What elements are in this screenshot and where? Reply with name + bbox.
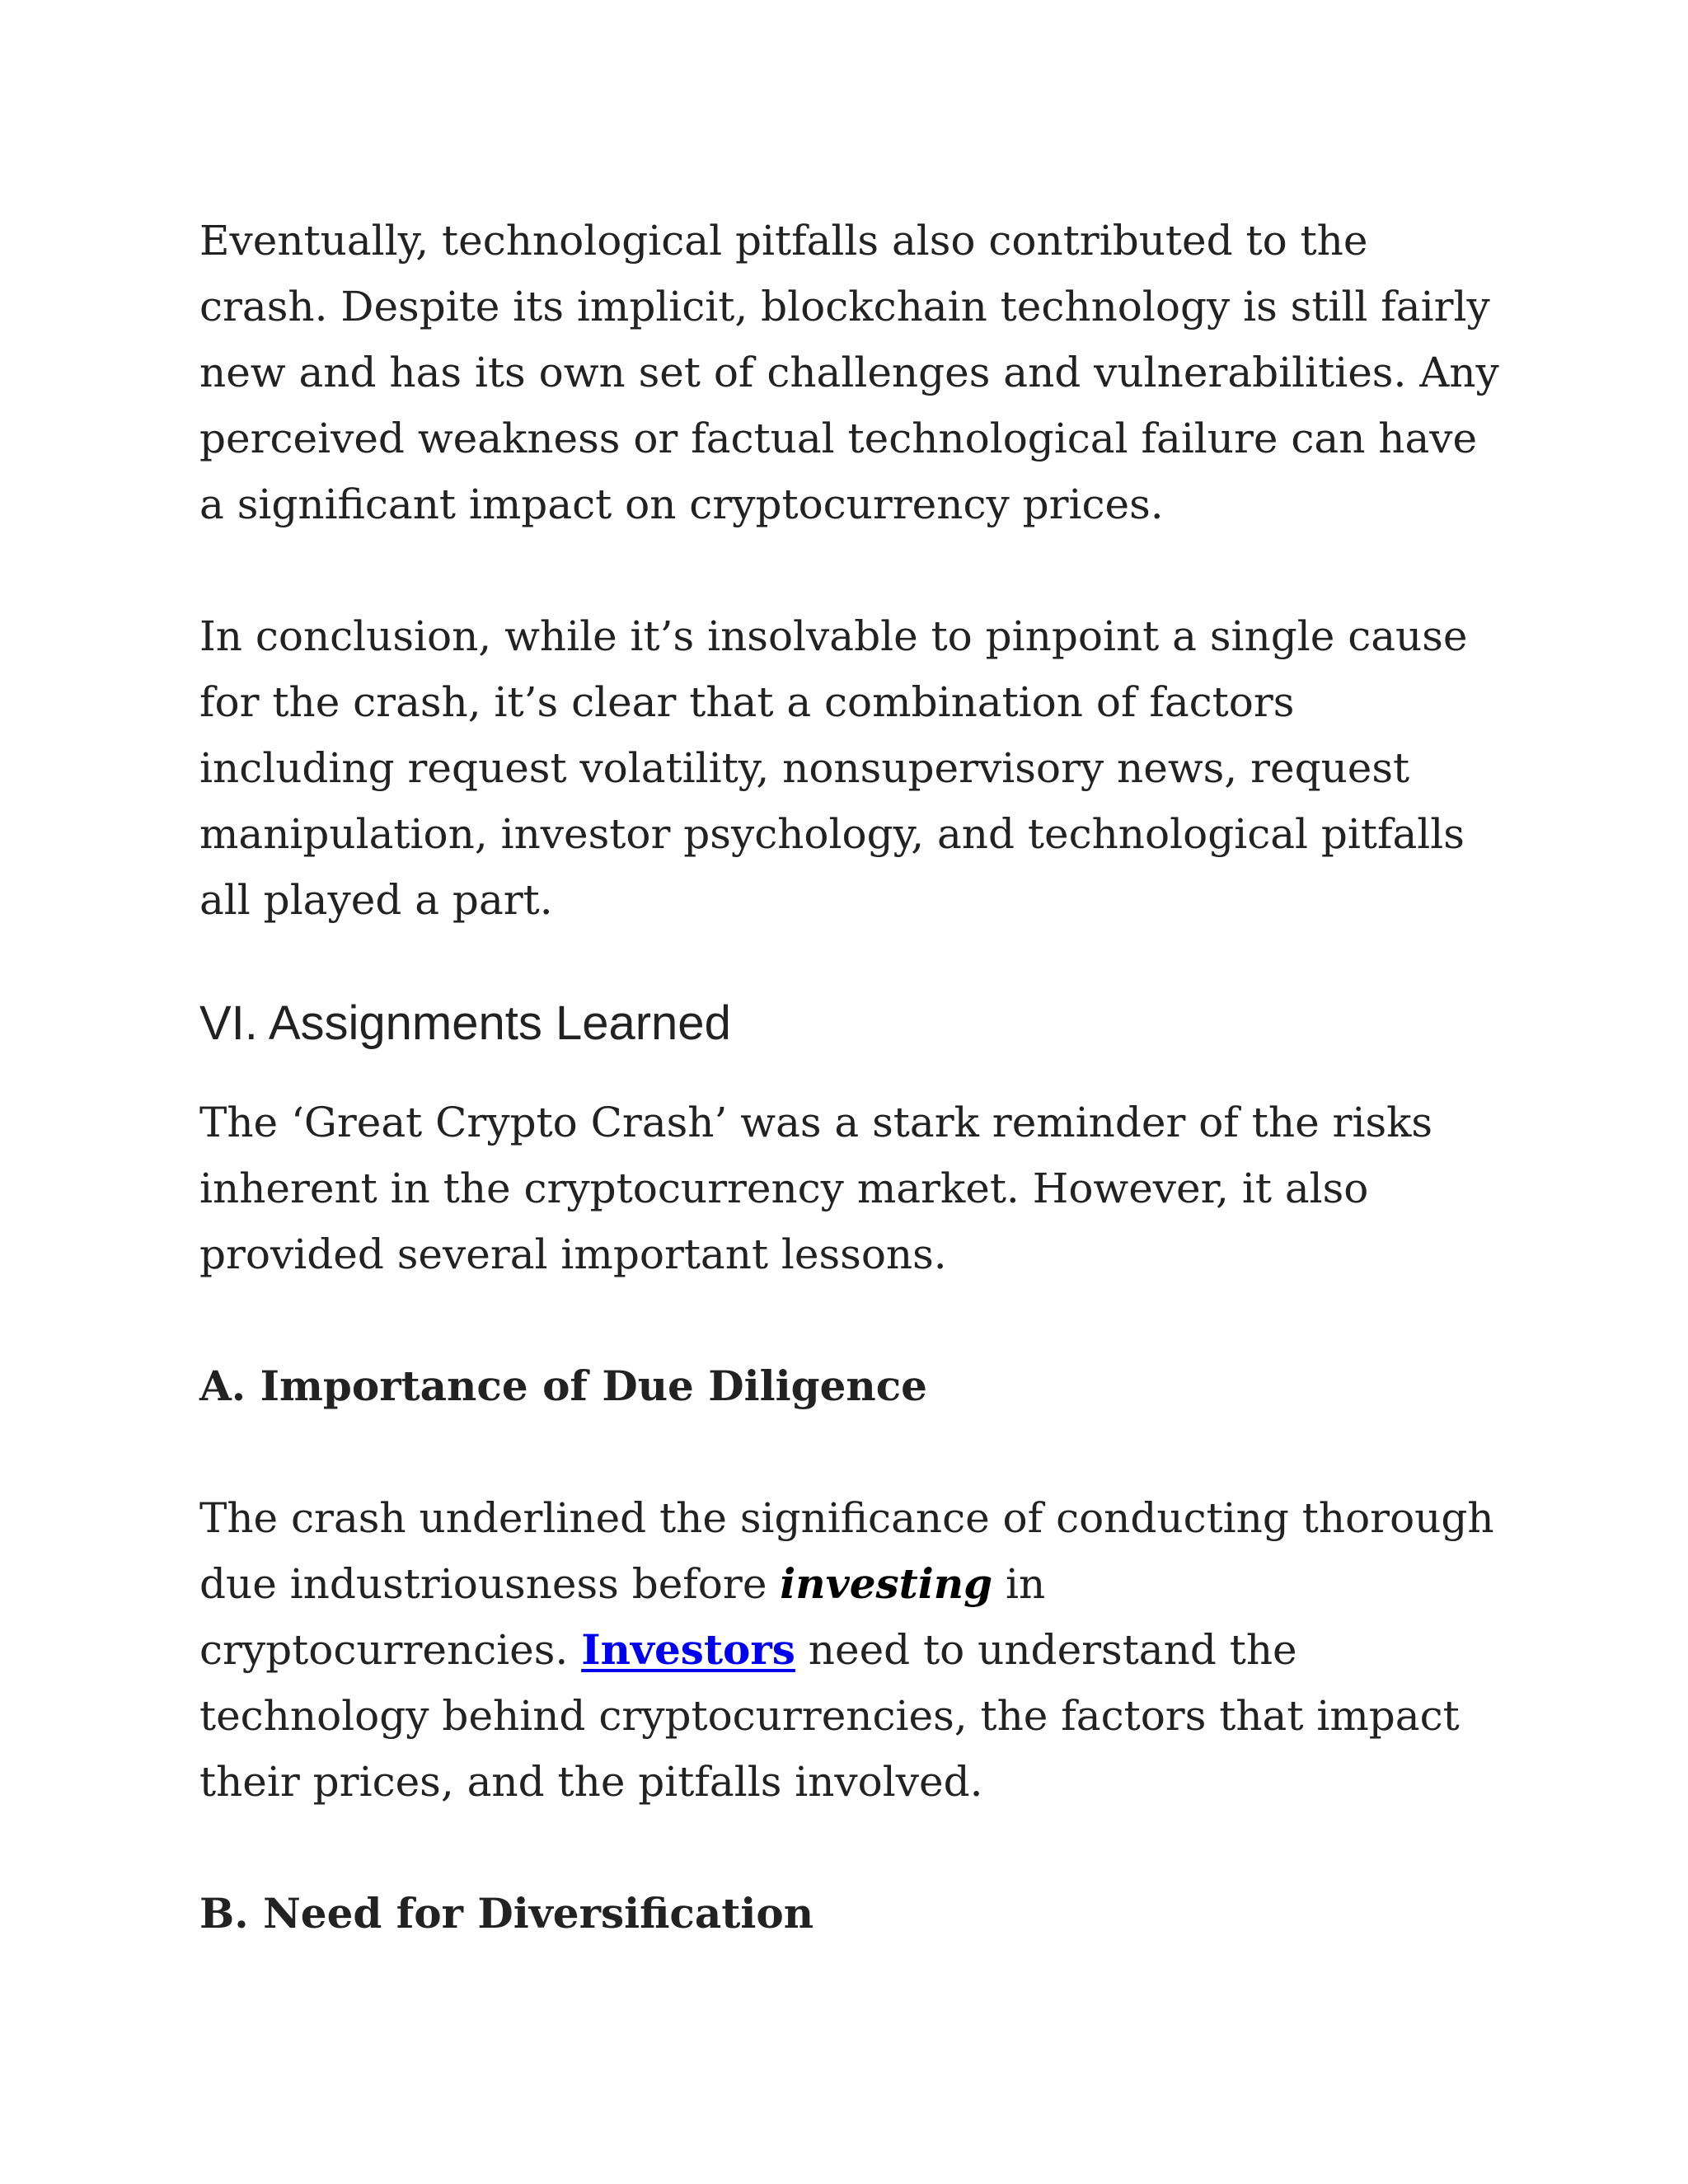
section-heading-lessons: VI. Assignments Learned [199, 996, 731, 1050]
subheading-due-diligence: A. Importance of Due Diligence [199, 1361, 927, 1410]
article-body [199, 208, 1502, 2013]
paragraph-section-intro: The ‘Great Crypto Crash’ was a stark reminder of the risks inherent in the cryptocurrency market. However, it also provided several important lessons. [199, 1099, 1433, 1278]
investors-link[interactable]: Investors [581, 1625, 795, 1674]
investing-emphasis: investing [780, 1559, 993, 1608]
due-diligence-text-middle: in [992, 1560, 1046, 1608]
paragraph-due-diligence [199, 1485, 1502, 1815]
due-diligence-text-after: need to understand the technology behind cryptocurrencies, the factors that impact their prices, and the pitfalls involved. [199, 1626, 1460, 1806]
subheading-diversification: B. Need for Diversification [199, 1889, 814, 1938]
due-diligence-line-start: cryptocurrencies. [199, 1626, 582, 1674]
due-diligence-text-before: The crash underlined the significance of conducting thorough due industriousness before [199, 1494, 1494, 1608]
paragraph-technological-pitfalls: Eventually, technological pitfalls also contributed to the crash. Despite its implicit, blockchain technology is still fairly new and has its own set of challenges and vulnerabilities. Any perceived weakness or factual technological failure can have a significant impact on cryptocurrency prices. [199, 217, 1499, 528]
paragraph-conclusion: In conclusion, while it’s insolvable to pinpoint a single cause for the crash, it’s clear that a combination of factors including request volatility, nonsupervisory news, request manipulation, investor psychology, and technological pitfalls all played a part. [199, 612, 1468, 924]
